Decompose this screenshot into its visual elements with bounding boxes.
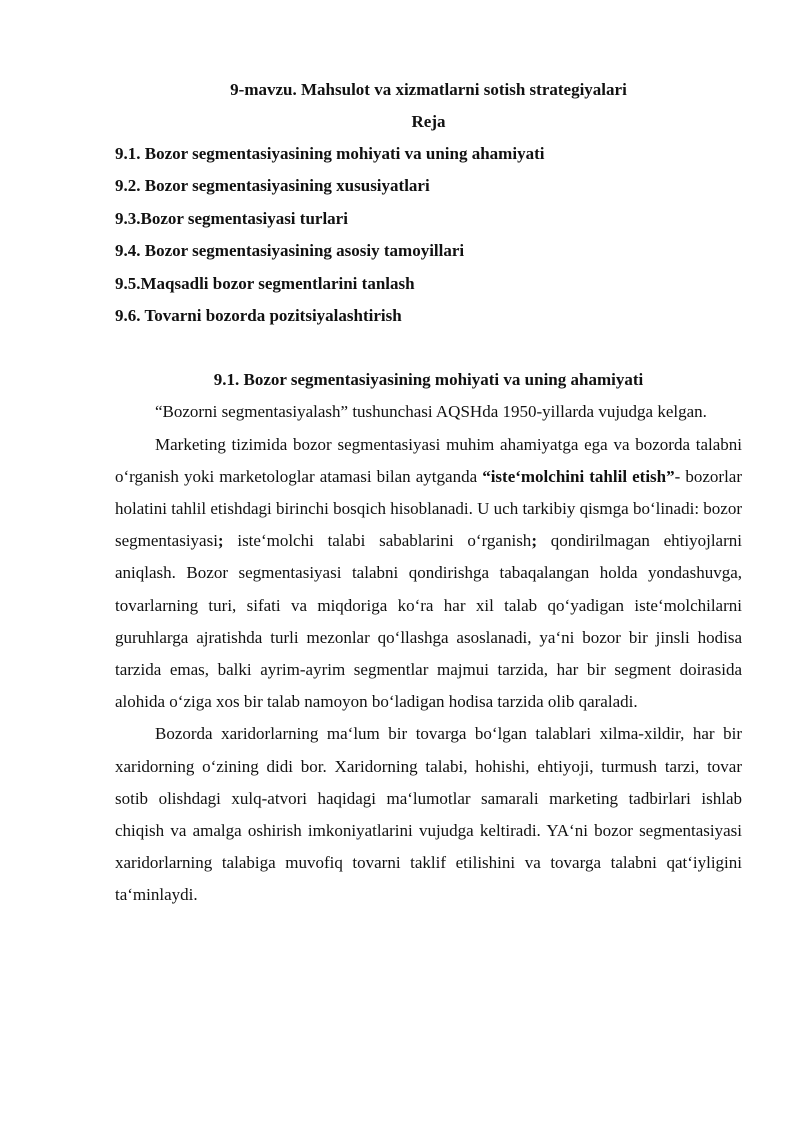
paragraph-2-text-e: qondirilmagan ehtiyojlarni aniqlash. Bozor segmentasiyasi talabni qondirishga tabaqalangan holda yondashuvga, tovarlarning turi, sifati va miqdoriga ko‘ra har xil talab qo‘yadigan iste‘molchilarni guruhlarga ajratishda turli mezonlar qo‘llashga asoslanadi, ya‘ni bozor bir jinsli hodisa tarzida emas, balki ayrim-ayrim segmentlar majmui tarzida, har bir segment doirasida alohida o‘ziga xos bir talab namoyon bo‘ladigan hodisa tarzida olib qaraladi. [115, 531, 742, 712]
paragraph-2-separator-1: ; [217, 531, 224, 551]
paragraph-1: “Bozorni segmentasiyalash” tushunchasi AQSHda 1950-yillarda vujudga kelgan. [155, 402, 707, 422]
paragraph-3: Bozorda xaridorlarning ma‘lum bir tovarga bo‘lgan talablari xilma-xildir, har bir xaridorning o‘zining didi bor. Xaridorning talabi, hohishi, ehtiyoji, turmush tarzi, tovar sotib olishdagi xulq-atvori haqidagi ma‘lumotlar samarali marketing tadbirlari ishlab chiqish va amalga oshirish imkoniyatlarini vujudga keltiradi. YA‘ni bozor segmentasiyasi xaridorlarning talabiga muvofiq tovarni taklif etilishini va tovarga talabni qat‘iyligini ta‘minlaydi. [115, 724, 742, 905]
toc-item-9-1: 9.1. Bozor segmentasiyasining mohiyati va uning ahamiyati [115, 144, 545, 163]
paragraph-2-text-c: - bozorlar holatini tahlil etishdagi birinchi bosqich hisoblanadi. U uch tarkibiy qismga bo‘linadi: bozor segmentasiyasi [115, 466, 742, 551]
toc-item-9-6: 9.6. Tovarni bozorda pozitsiyalashtirish [115, 306, 402, 326]
plan-heading: Reja [411, 112, 446, 131]
section-heading: 9.1. Bozor segmentasiyasining mohiyati va uning ahamiyati [213, 370, 644, 390]
document-title: 9-mavzu. Mahsulot va xizmatlarni sotish strategiyalari [230, 80, 627, 99]
paragraph-2-emphasis: “iste‘molchini tahlil etish” [482, 466, 675, 486]
paragraph-2 [115, 429, 742, 719]
toc-item-9-2: 9.2. Bozor segmentasiyasining xususiyatlari [115, 176, 430, 196]
paragraph-2-text-a: Marketing tizimida bozor segmentasiyasi muhim ahamiyatga ega va bozorda talabni o‘rganish yoki marketologlar atamasi bilan aytganda [115, 434, 742, 486]
table-of-contents [115, 138, 742, 332]
toc-item-9-3: 9.3.Bozor segmentasiyasi turlari [115, 208, 348, 228]
paragraph-2-separator-2: ; [531, 531, 537, 551]
toc-item-9-5: 9.5.Maqsadli bozor segmentlarini tanlash [115, 273, 415, 293]
paragraph-2-text-d: iste‘molchi talabi sabablarini o‘rganish [223, 531, 532, 551]
toc-item-9-4: 9.4. Bozor segmentasiyasining asosiy tamoyillari [115, 241, 465, 261]
